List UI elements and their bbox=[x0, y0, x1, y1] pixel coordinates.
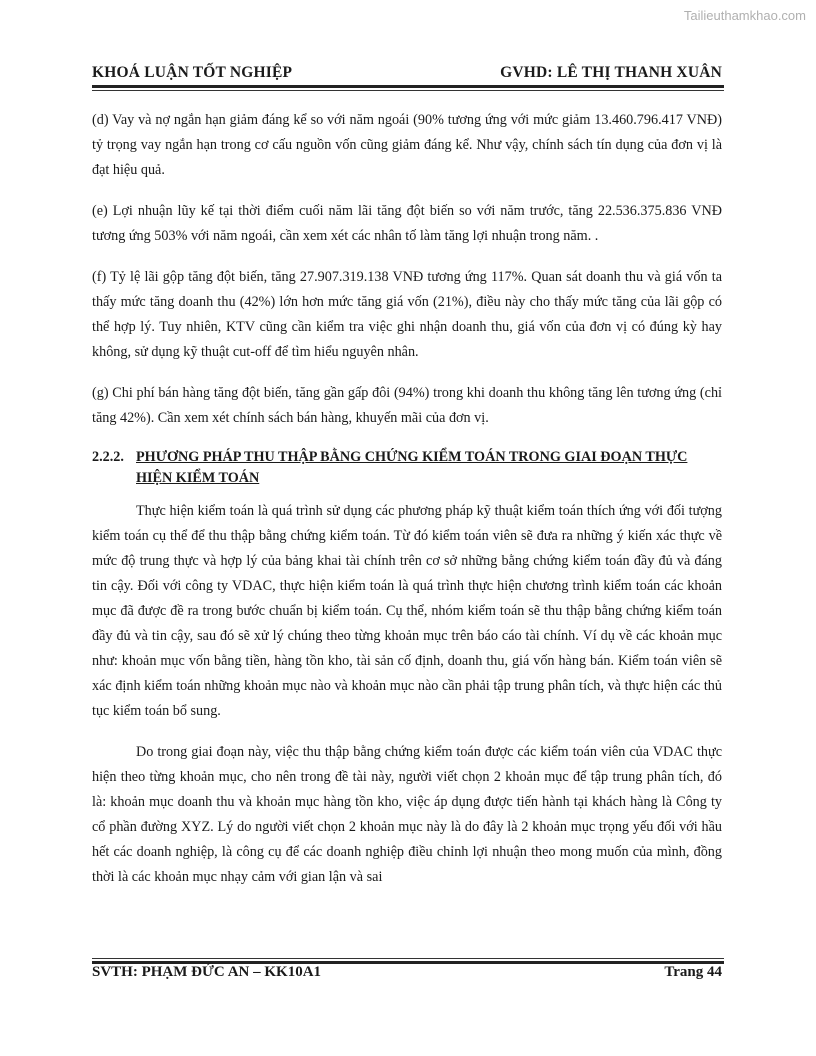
section-heading bbox=[92, 447, 722, 489]
page-content bbox=[92, 108, 722, 906]
header-rule-thin bbox=[92, 90, 724, 91]
footer-student: SVTH: PHẠM ĐỨC AN – KK10A1 bbox=[92, 964, 322, 980]
header-rule-thick bbox=[92, 85, 724, 88]
paragraph-g: (g) Chi phí bán hàng tăng đột biến, tăng gần gấp đôi (94%) trong khi doanh thu không tăng lên tương ứng (chỉ tăng 42%). Cần xem xét chính sách bán hàng, khuyến mãi của đơn vị. bbox=[92, 385, 722, 426]
watermark: Tailieuthamkhao.com bbox=[683, 8, 806, 23]
footer-rule-thin bbox=[92, 958, 724, 959]
paragraph-e: (e) Lợi nhuận lũy kế tại thời điểm cuối năm lãi tăng đột biến so với năm trước, tăng 22.536.375.836 VNĐ tương ứng 503% với năm ngoái, cần xem xét các nhân tố làm tăng lợi nhuận trong năm. . bbox=[92, 203, 722, 244]
paragraph-f: (f) Tỷ lệ lãi gộp tăng đột biến, tăng 27.907.319.138 VNĐ tương ứng 117%. Quan sát doanh thu và giá vốn ta thấy mức tăng doanh thu (42%) lớn hơn mức tăng giá vốn (21%), điều này cho thấy mức tăng của lãi gộp có thể hợp lý. Tuy nhiên, KTV cũng cần kiểm tra việc ghi nhận doanh thu, giá vốn của đơn vị có đúng kỳ hay không, sử dụng kỹ thuật cut-off để tìm hiểu nguyên nhân. bbox=[92, 269, 722, 360]
header-advisor: GVHD: LÊ THỊ THANH XUÂN bbox=[500, 64, 722, 81]
header-thesis-label: KHOÁ LUẬN TỐT NGHIỆP bbox=[92, 64, 293, 81]
section-title: PHƯƠNG PHÁP THU THẬP BẰNG CHỨNG KIỂM TOÁN TRONG GIAI ĐOẠN THỰC HIỆN KIỂM TOÁN bbox=[136, 449, 688, 486]
page-header bbox=[92, 64, 722, 86]
body-paragraph-2: Do trong giai đoạn này, việc thu thập bằng chứng kiểm toán được các kiểm toán viên của VDAC thực hiện theo từng khoản mục, cho nên trong đề tài này, người viết chọn 2 khoản mục để tập trung phân tích, đó là: khoản mục doanh thu và khoản mục hàng tồn kho, việc áp dụng được tiến hành tại khách hàng là Công ty cổ phần đường XYZ. Lý do người viết chọn 2 khoản mục này là do đây là 2 khoản mục trọng yếu đối với hầu hết các doanh nghiệp, là công cụ để các doanh nghiệp điều chỉnh lợi nhuận theo mong muốn của mình, đồng thời là các khoản mục nhạy cảm với gian lận và sai bbox=[92, 744, 722, 885]
section-number: 2.2.2. bbox=[92, 449, 124, 465]
body-paragraph-1: Thực hiện kiểm toán là quá trình sử dụng các phương pháp kỹ thuật kiểm toán thích ứng với đối tượng kiểm toán cụ thể để thu thập bằng chứng kiểm toán. Từ đó kiểm toán viên sẽ đưa ra những ý kiến xác thực về mức độ trung thực và hợp lý của bảng khai tài chính trên cơ sở những bằng chứng kiểm toán đầy đủ và đáng tin cậy. Đối với công ty VDAC, thực hiện kiểm toán là quá trình thực hiện chương trình kiểm toán các khoản mục đã được đề ra trong bước chuẩn bị kiểm toán. Cụ thể, nhóm kiểm toán sẽ thu thập bằng chứng kiểm toán đầy đủ và tin cậy, sau đó sẽ xử lý chúng theo từng khoản mục trên báo cáo tài chính. Ví dụ về các khoản mục như: khoản mục vốn bằng tiền, hàng tồn kho, tài sản cố định, doanh thu, giá vốn hàng bán. Kiểm toán viên sẽ xác định kiểm toán những khoản mục nào và khoản mục nào cần phải tập trung phân tích, và thực hiện các thủ tục kiểm toán bổ sung. bbox=[92, 503, 722, 719]
paragraph-d: (d) Vay và nợ ngắn hạn giảm đáng kể so với năm ngoái (90% tương ứng với mức giảm 13.460.796.417 VNĐ) tỷ trọng vay ngắn hạn trong cơ cấu nguồn vốn cũng giảm đáng kể. Như vậy, chính sách tín dụng của đơn vị là đạt hiệu quả. bbox=[92, 112, 722, 178]
page-number: Trang 44 bbox=[664, 964, 722, 980]
page-footer bbox=[92, 964, 722, 986]
